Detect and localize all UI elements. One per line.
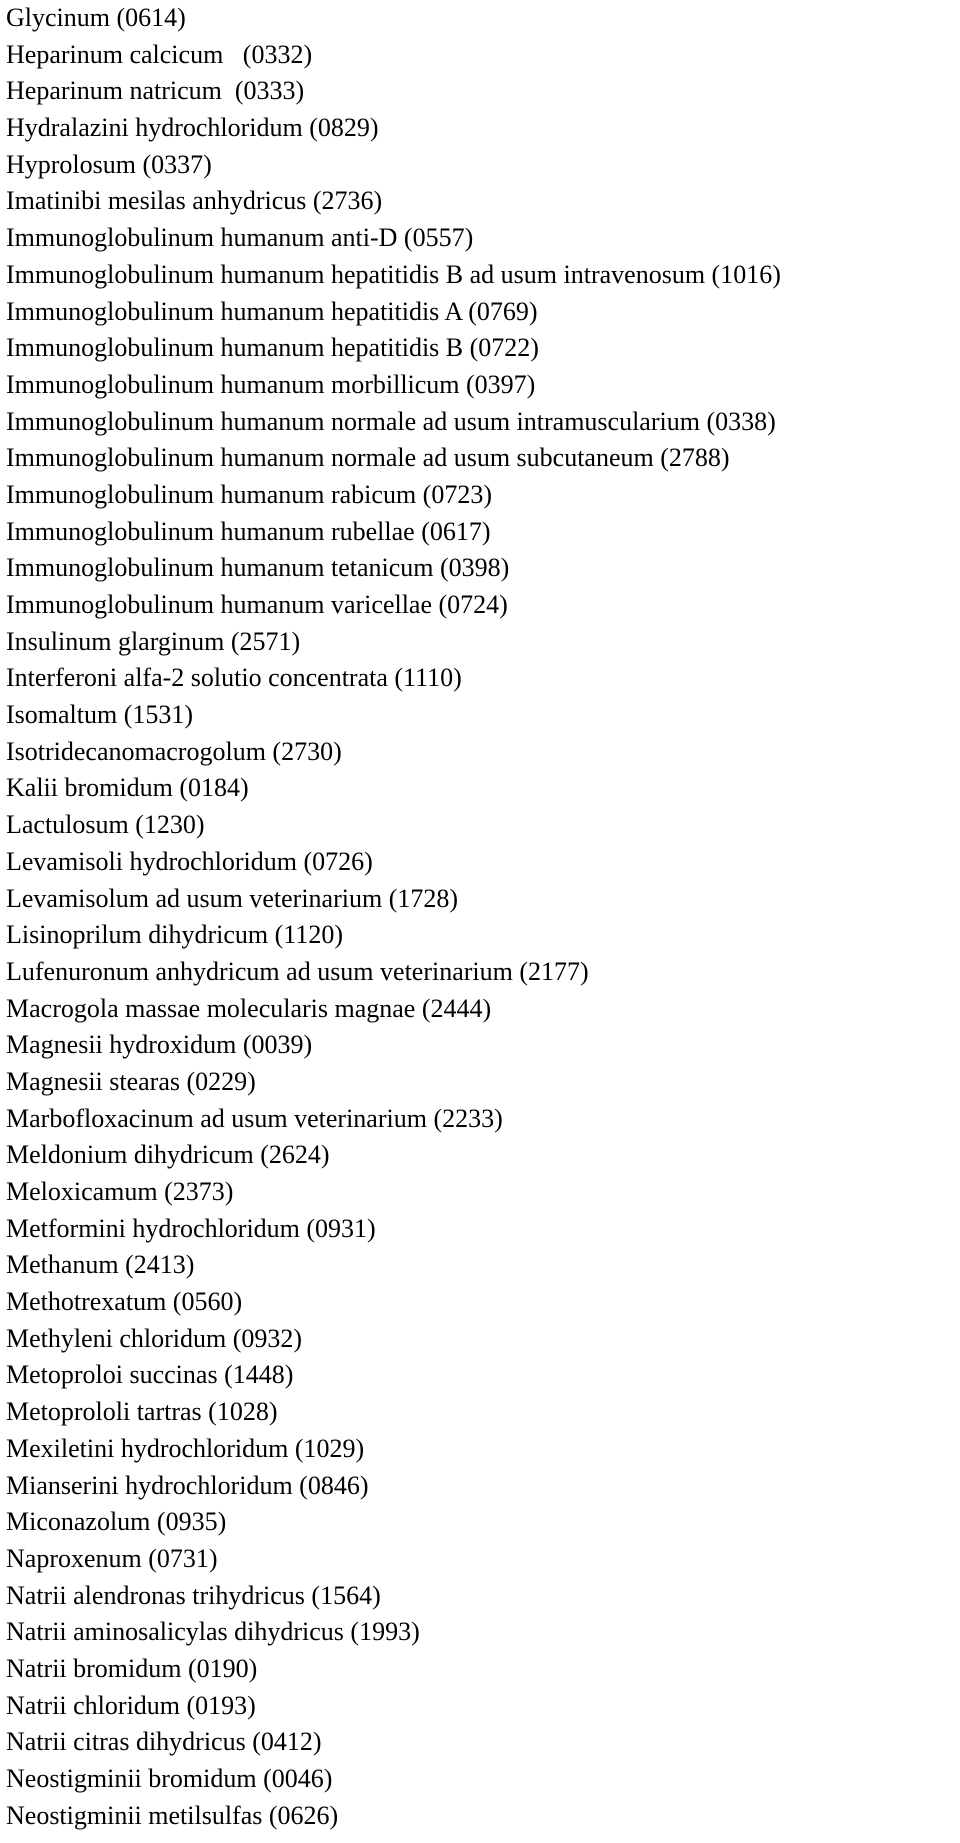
monograph-list [6, 0, 954, 1834]
list-item: Magnesii hydroxidum (0039) [6, 1030, 313, 1060]
list-item: Metoprololi tartras (1028) [6, 1397, 278, 1427]
list-item: Methyleni chloridum (0932) [6, 1323, 303, 1353]
list-item: Isomaltum (1531) [6, 700, 194, 730]
list-item: Methanum (2413) [6, 1250, 195, 1280]
list-item: Immunoglobulinum humanum rubellae (0617) [6, 516, 491, 546]
list-item: Hydralazini hydrochloridum (0829) [6, 113, 379, 143]
list-item: Lactulosum (1230) [6, 810, 205, 840]
list-item: Natrii alendronas trihydricus (1564) [6, 1580, 381, 1610]
list-item: Immunoglobulinum humanum anti-D (0557) [6, 223, 474, 253]
list-item: Lisinoprilum dihydricum (1120) [6, 920, 343, 950]
list-item: Lufenuronum anhydricum ad usum veterinarium (2177) [6, 956, 589, 986]
list-item: Levamisoli hydrochloridum (0726) [6, 846, 373, 876]
list-item: Magnesii stearas (0229) [6, 1066, 256, 1096]
list-item: Macrogola massae molecularis magnae (2444) [6, 993, 492, 1023]
list-item: Immunoglobulinum humanum hepatitidis B (0722) [6, 333, 539, 363]
list-item: Glycinum (0614) [6, 3, 186, 32]
list-item: Immunoglobulinum humanum varicellae (0724) [6, 590, 508, 619]
list-item: Metformini hydrochloridum (0931) [6, 1213, 376, 1243]
list-item: Mexiletini hydrochloridum (1029) [6, 1433, 365, 1463]
list-item: Immunoglobulinum humanum hepatitidis B ad usum intravenosum (1016) [6, 259, 781, 289]
list-item: Immunoglobulinum humanum morbillicum (0397) [6, 369, 536, 399]
list-item: Hyprolosum (0337) [6, 149, 212, 179]
list-item: Immunoglobulinum humanum rabicum (0723) [6, 479, 492, 509]
list-item: Methotrexatum (0560) [6, 1287, 243, 1317]
list-item: Natrii aminosalicylas dihydricus (1993) [6, 1617, 420, 1647]
list-item: Insulinum glarginum (2571) [6, 626, 301, 656]
list-item: Heparinum calcicum (0332) [6, 39, 313, 69]
list-item: Immunoglobulinum humanum normale ad usum subcutaneum (2788) [6, 443, 730, 473]
list-item: Neostigminii bromidum (0046) [6, 1764, 333, 1793]
list-item: Miconazolum (0935) [6, 1507, 227, 1537]
list-item: Kalii bromidum (0184) [6, 773, 249, 803]
list-item: Isotridecanomacrogolum (2730) [6, 736, 342, 766]
list-item: Meldonium dihydricum (2624) [6, 1140, 330, 1170]
list-item: Marbofloxacinum ad usum veterinarium (2233) [6, 1103, 503, 1133]
list-item: Natrii bromidum (0190) [6, 1653, 258, 1683]
list-item: Meloxicamum (2373) [6, 1177, 234, 1206]
list-item: Heparinum natricum (0333) [6, 76, 305, 106]
list-item: Metoproloi succinas (1448) [6, 1360, 294, 1390]
list-item: Natrii citras dihydricus (0412) [6, 1727, 322, 1757]
document-page [6, 0, 954, 1834]
list-item: Naproxenum (0731) [6, 1543, 218, 1573]
list-item: Levamisolum ad usum veterinarium (1728) [6, 883, 459, 913]
list-item: Immunoglobulinum humanum hepatitidis A (0769) [6, 296, 538, 326]
list-item: Immunoglobulinum humanum tetanicum (0398) [6, 553, 510, 583]
list-item: Natrii chloridum (0193) [6, 1690, 256, 1720]
list-item: Interferoni alfa-2 solutio concentrata (1110) [6, 663, 462, 693]
list-item: Imatinibi mesilas anhydricus (2736) [6, 186, 383, 216]
list-item: Immunoglobulinum humanum normale ad usum intramuscularium (0338) [6, 406, 776, 436]
list-item: Neostigminii metilsulfas (0626) [6, 1800, 339, 1830]
list-item: Mianserini hydrochloridum (0846) [6, 1470, 369, 1500]
